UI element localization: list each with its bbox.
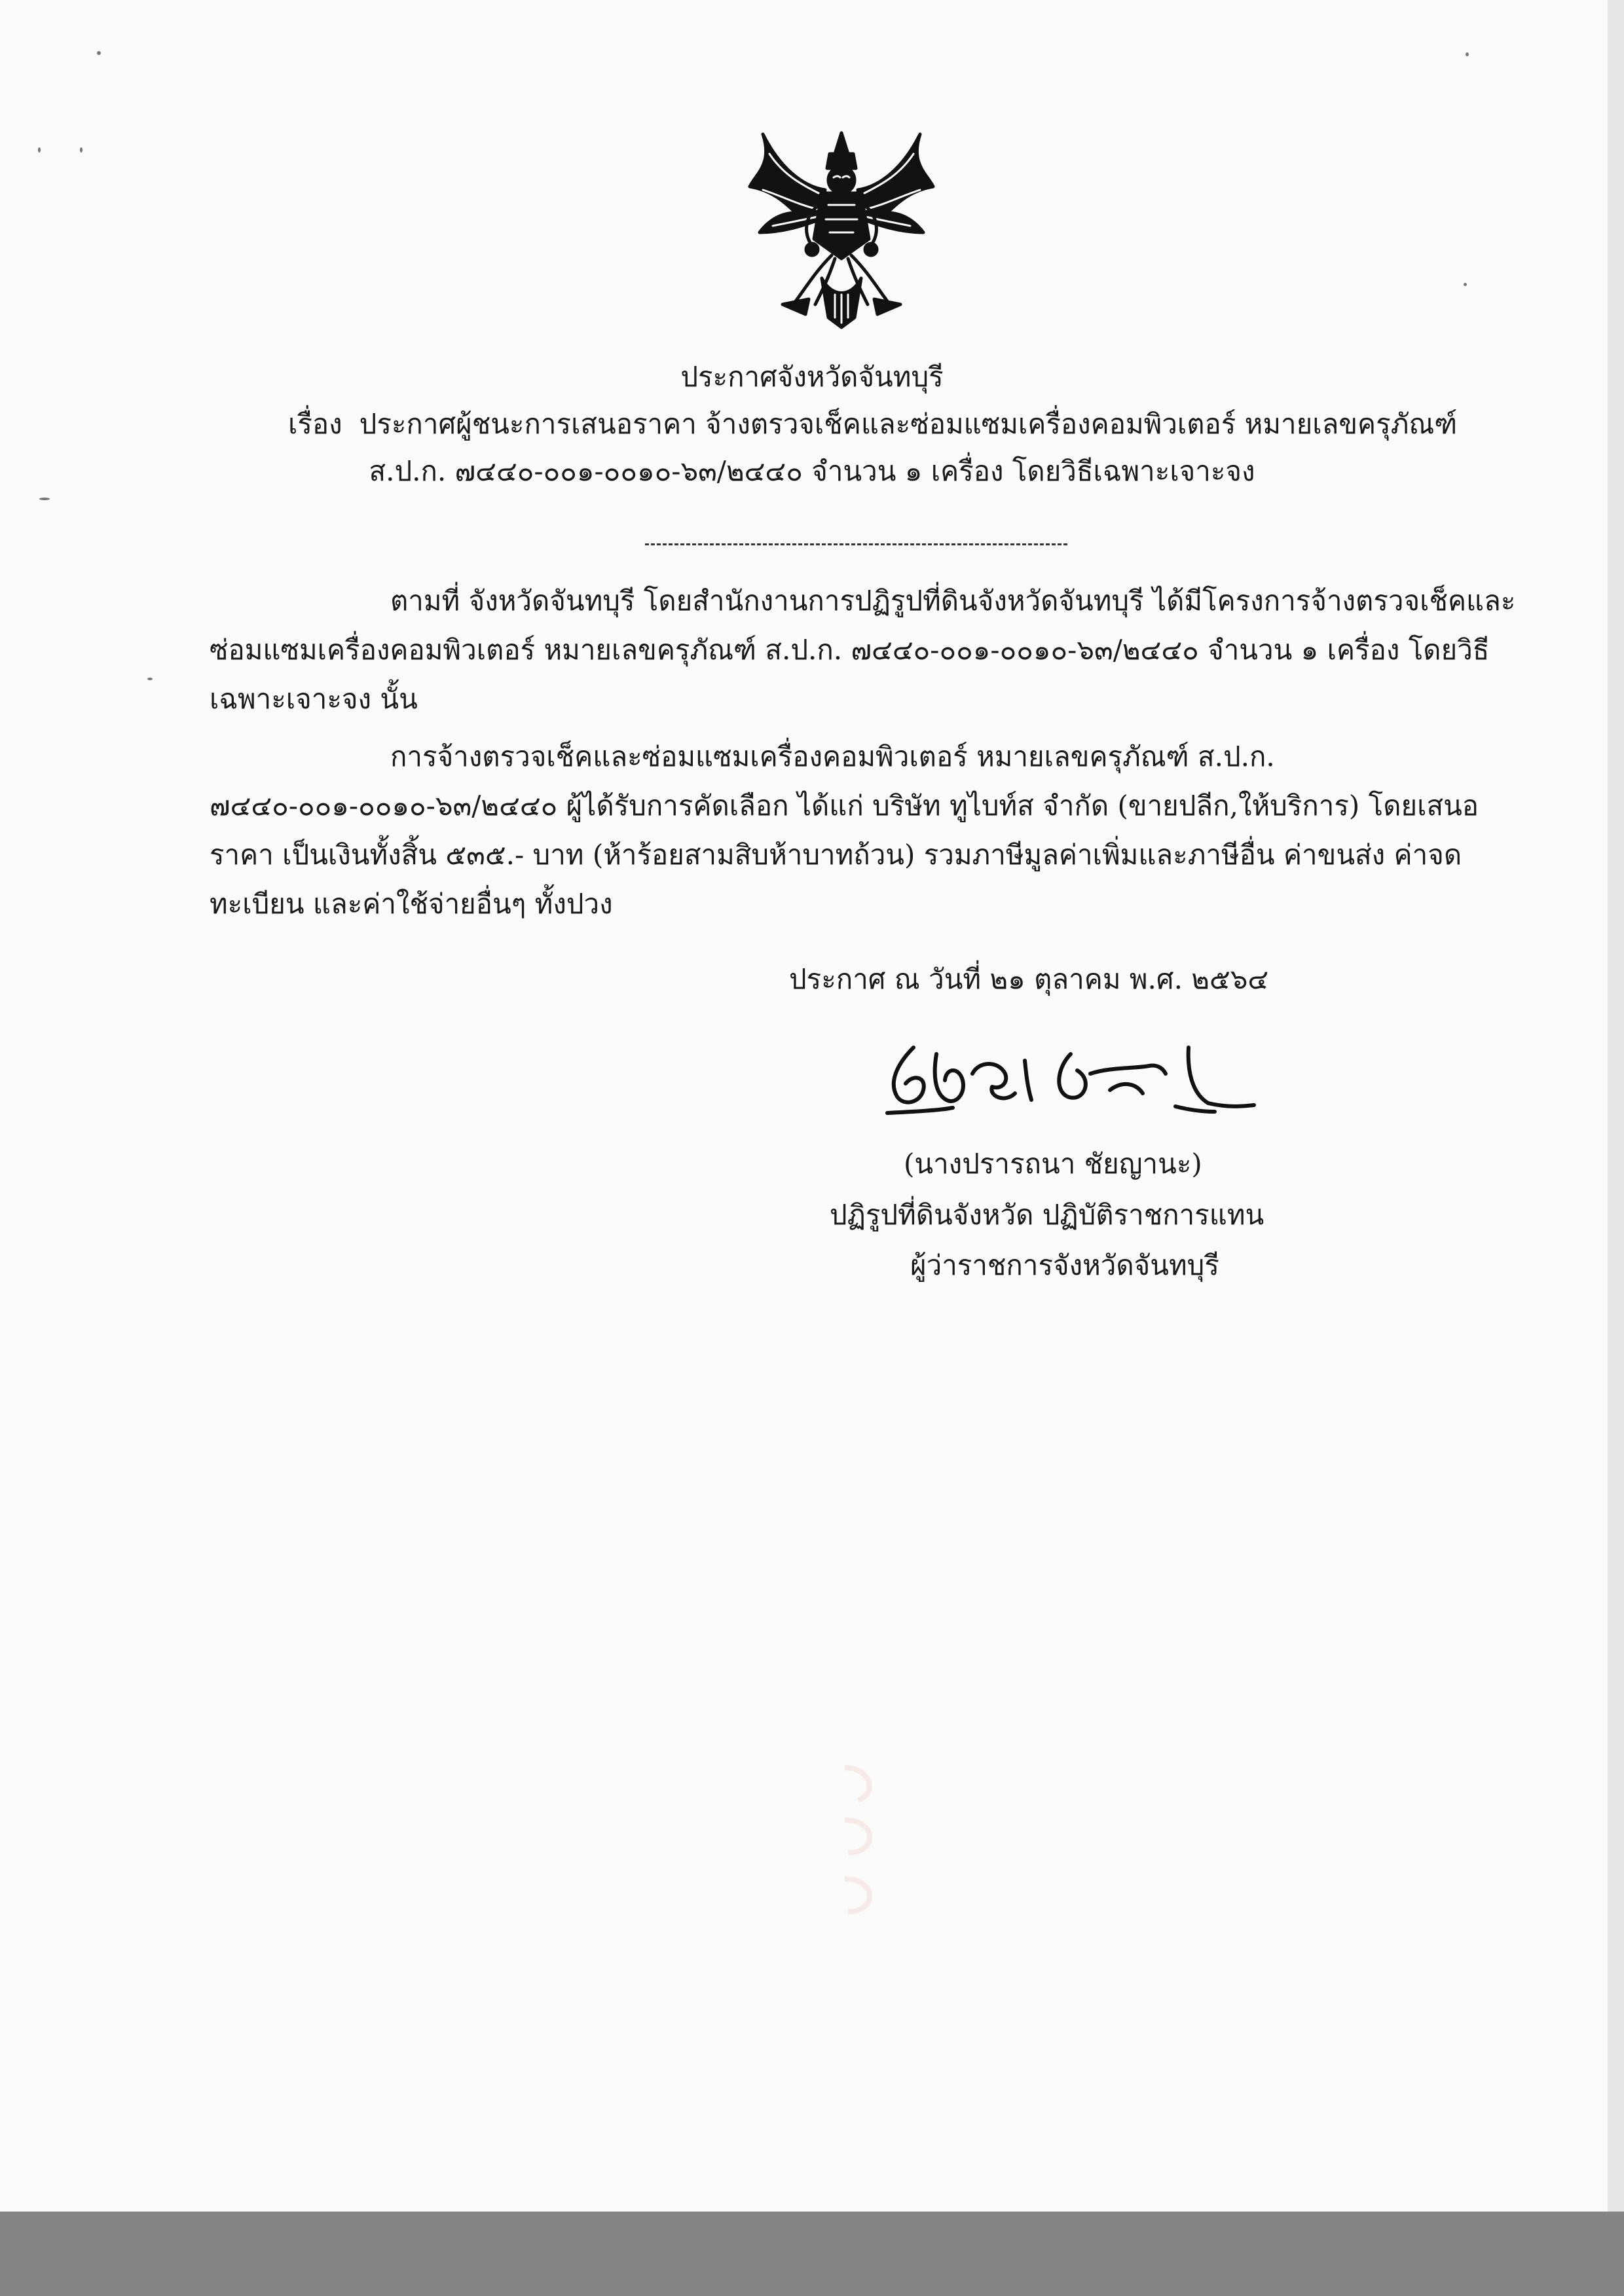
scan-speck: [1464, 283, 1467, 286]
scan-speck: [39, 498, 50, 500]
signer-position-1: ปฏิรูปที่ดินจังหวัด ปฏิบัติราชการแทน: [830, 1199, 1264, 1231]
paragraph-2-text: การจ้างตรวจเช็คและซ่อมแซมเครื่องคอมพิวเตอร์ หมายเลขครุภัณฑ์ ส.ป.ก. ๗๔๔๐-๐๐๑-๐๐๑๐-๖๓/๒๔๔๐ ผู้ได้รับการคัดเลือก ได้แก่ บริษัท ทูไบท์ส จำกัด (ขายปลีก,ให้บริการ) โดยเสนอราคา เป็นเงินทั้งสิ้น ๕๓๕.- บาท (ห้าร้อยสามสิบห้าบาทถ้วน) รวมภาษีมูลค่าเพิ่มและภาษีอื่น ค่าขนส่ง ค่าจดทะเบียน และค่าใช้จ่ายอื่นๆ ทั้งปวง: [210, 740, 1479, 920]
dashed-separator: [645, 543, 1067, 545]
paragraph-1: [210, 576, 1517, 723]
faint-stamp-mark: [832, 1755, 891, 1925]
scan-speck: [147, 678, 153, 680]
paragraph-2: [210, 732, 1517, 928]
garuda-emblem-icon: [743, 128, 940, 334]
scan-edge-bottom: [0, 2212, 1624, 2296]
scan-speck: [1466, 52, 1469, 56]
scan-speck: [80, 147, 83, 153]
scan-edge-right: [1608, 0, 1624, 2212]
announcement-date: ประกาศ ณ วันที่ ๒๑ ตุลาคม พ.ศ. ๒๕๖๔: [789, 963, 1269, 995]
document-title: ประกาศจังหวัดจันทบุรี: [680, 361, 944, 393]
subject-line-1: [288, 406, 1457, 443]
paragraph-1-text: ตามที่ จังหวัดจันทบุรี โดยสำนักงานการปฏิรูปที่ดินจังหวัดจันทบุรี ได้มีโครงการจ้างตรวจเช็คและซ่อมแซมเครื่องคอมพิวเตอร์ หมายเลขครุภัณฑ์ ส.ป.ก. ๗๔๔๐-๐๐๑-๐๐๑๐-๖๓/๒๔๔๐ จำนวน ๑ เครื่อง โดยวิธีเฉพาะเจาะจง นั้น: [210, 585, 1516, 715]
handwritten-signature: [874, 1034, 1267, 1126]
signer-name: (นางปรารถนา ชัยญานะ): [904, 1148, 1202, 1180]
subject-label: เรื่อง: [288, 408, 342, 440]
subject-text-1: ประกาศผู้ชนะการเสนอราคา จ้างตรวจเช็คและซ่อมแซมเครื่องคอมพิวเตอร์ หมายเลขครุภัณฑ์: [359, 408, 1458, 440]
signer-position-2: ผู้ว่าราชการจังหวัดจันทบุรี: [910, 1249, 1219, 1281]
scan-speck: [38, 147, 41, 153]
scan-speck: [97, 51, 101, 55]
subject-line-2: ส.ป.ก. ๗๔๔๐-๐๐๑-๐๐๑๐-๖๓/๒๔๔๐ จำนวน ๑ เครื่อง โดยวิธีเฉพาะเจาะจง: [369, 455, 1255, 487]
